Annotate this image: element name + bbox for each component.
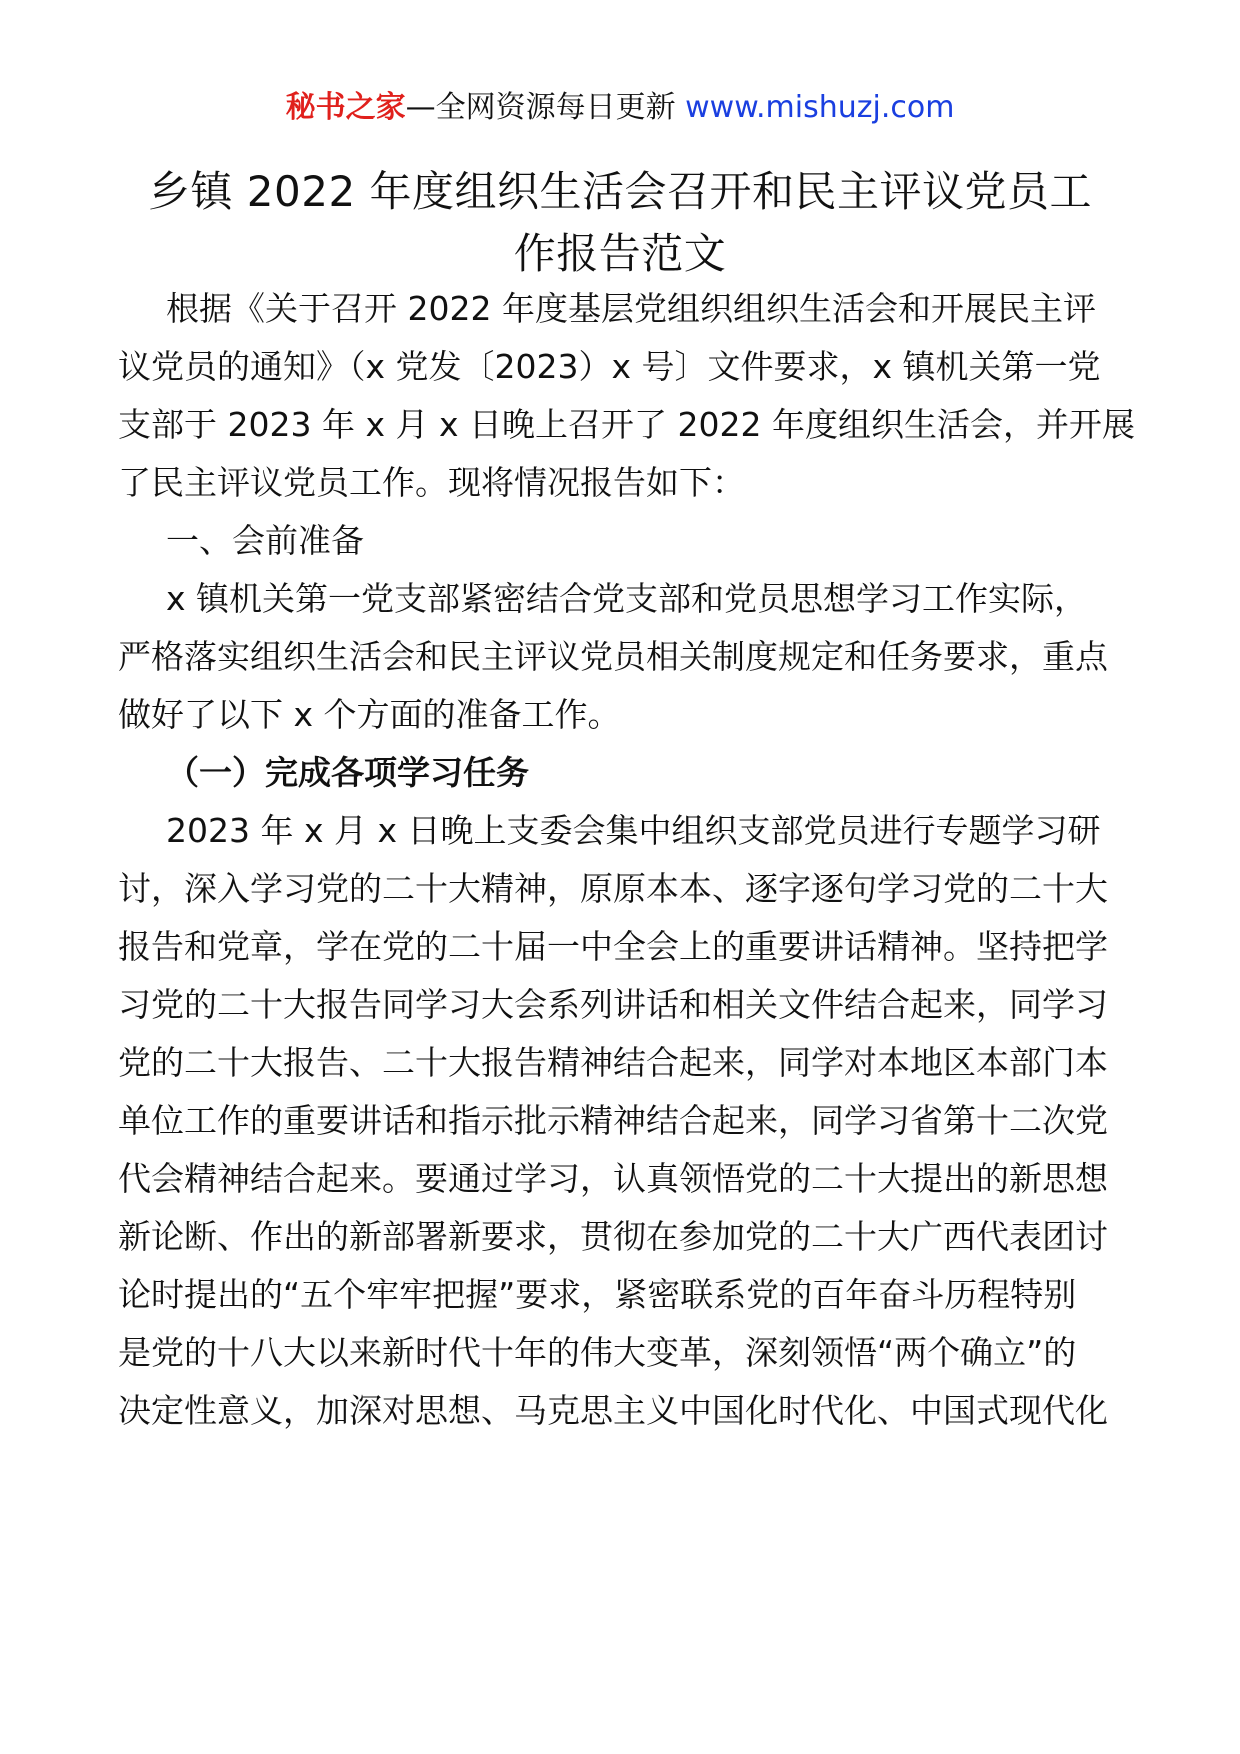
site-url-link[interactable]: www.mishuzj.com — [685, 90, 955, 125]
paragraph-2-line-3: 做好了以下 x 个方面的准备工作。 — [118, 695, 621, 734]
document-title-line-2: 作报告范文 — [513, 229, 727, 278]
paragraph-3-line-1: 2023 年 x 月 x 日晚上支委会集中组织支部党员进行专题学习研 — [166, 811, 1101, 850]
paragraph-1-line-1: 根据《关于召开 2022 年度基层党组织组织生活会和开展民主评 — [166, 289, 1096, 328]
paragraph-1-line-3: 支部于 2023 年 x 月 x 日晚上召开了 2022 年度组织生活会，并开展 — [118, 405, 1135, 444]
paragraph-3-line-2: 讨，深入学习党的二十大精神，原原本本、逐字逐句学习党的二十大 — [118, 869, 1108, 908]
paragraph-3-line-5: 党的二十大报告、二十大报告精神结合起来，同学对本地区本部门本 — [118, 1043, 1108, 1082]
paragraph-3-line-9: 论时提出的“五个牢牢把握”要求，紧密联系党的百年奋斗历程特别 — [118, 1275, 1077, 1314]
section-heading-1: 一、会前准备 — [166, 521, 364, 560]
brand-name: 秘书之家 — [285, 90, 406, 125]
paragraph-3-line-10: 是党的十八大以来新时代十年的伟大变革，深刻领悟“两个确立”的 — [118, 1333, 1077, 1372]
site-header — [0, 88, 1240, 128]
paragraph-2-line-2: 严格落实组织生活会和民主评议党员相关制度规定和任务要求，重点 — [118, 637, 1108, 676]
paragraph-3-line-6: 单位工作的重要讲话和指示批示精神结合起来，同学习省第十二次党 — [118, 1101, 1108, 1140]
paragraph-2-line-1: x 镇机关第一党支部紧密结合党支部和党员思想学习工作实际， — [166, 579, 1088, 618]
subsection-heading-1: （一）完成各项学习任务 — [166, 753, 529, 792]
paragraph-3-line-11: 决定性意义，加深对思想、马克思主义中国化时代化、中国式现代化 — [118, 1391, 1108, 1430]
header-tagline: —全网资源每日更新 — [405, 90, 686, 125]
paragraph-1-line-4: 了民主评议党员工作。现将情况报告如下： — [118, 463, 745, 502]
paragraph-3-line-4: 习党的二十大报告同学习大会系列讲话和相关文件结合起来，同学习 — [118, 985, 1108, 1024]
paragraph-1-line-2: 议党员的通知》（x 党发〔2023）x 号〕文件要求，x 镇机关第一党 — [118, 347, 1101, 386]
document-title-line-1: 乡镇 2022 年度组织生活会召开和民主评议党员工 — [147, 167, 1093, 216]
paragraph-3-line-7: 代会精神结合起来。要通过学习，认真领悟党的二十大提出的新思想 — [118, 1159, 1108, 1198]
paragraph-3-line-8: 新论断、作出的新部署新要求，贯彻在参加党的二十大广西代表团讨 — [118, 1217, 1108, 1256]
paragraph-3-line-3: 报告和党章，学在党的二十届一中全会上的重要讲话精神。坚持把学 — [118, 927, 1108, 966]
